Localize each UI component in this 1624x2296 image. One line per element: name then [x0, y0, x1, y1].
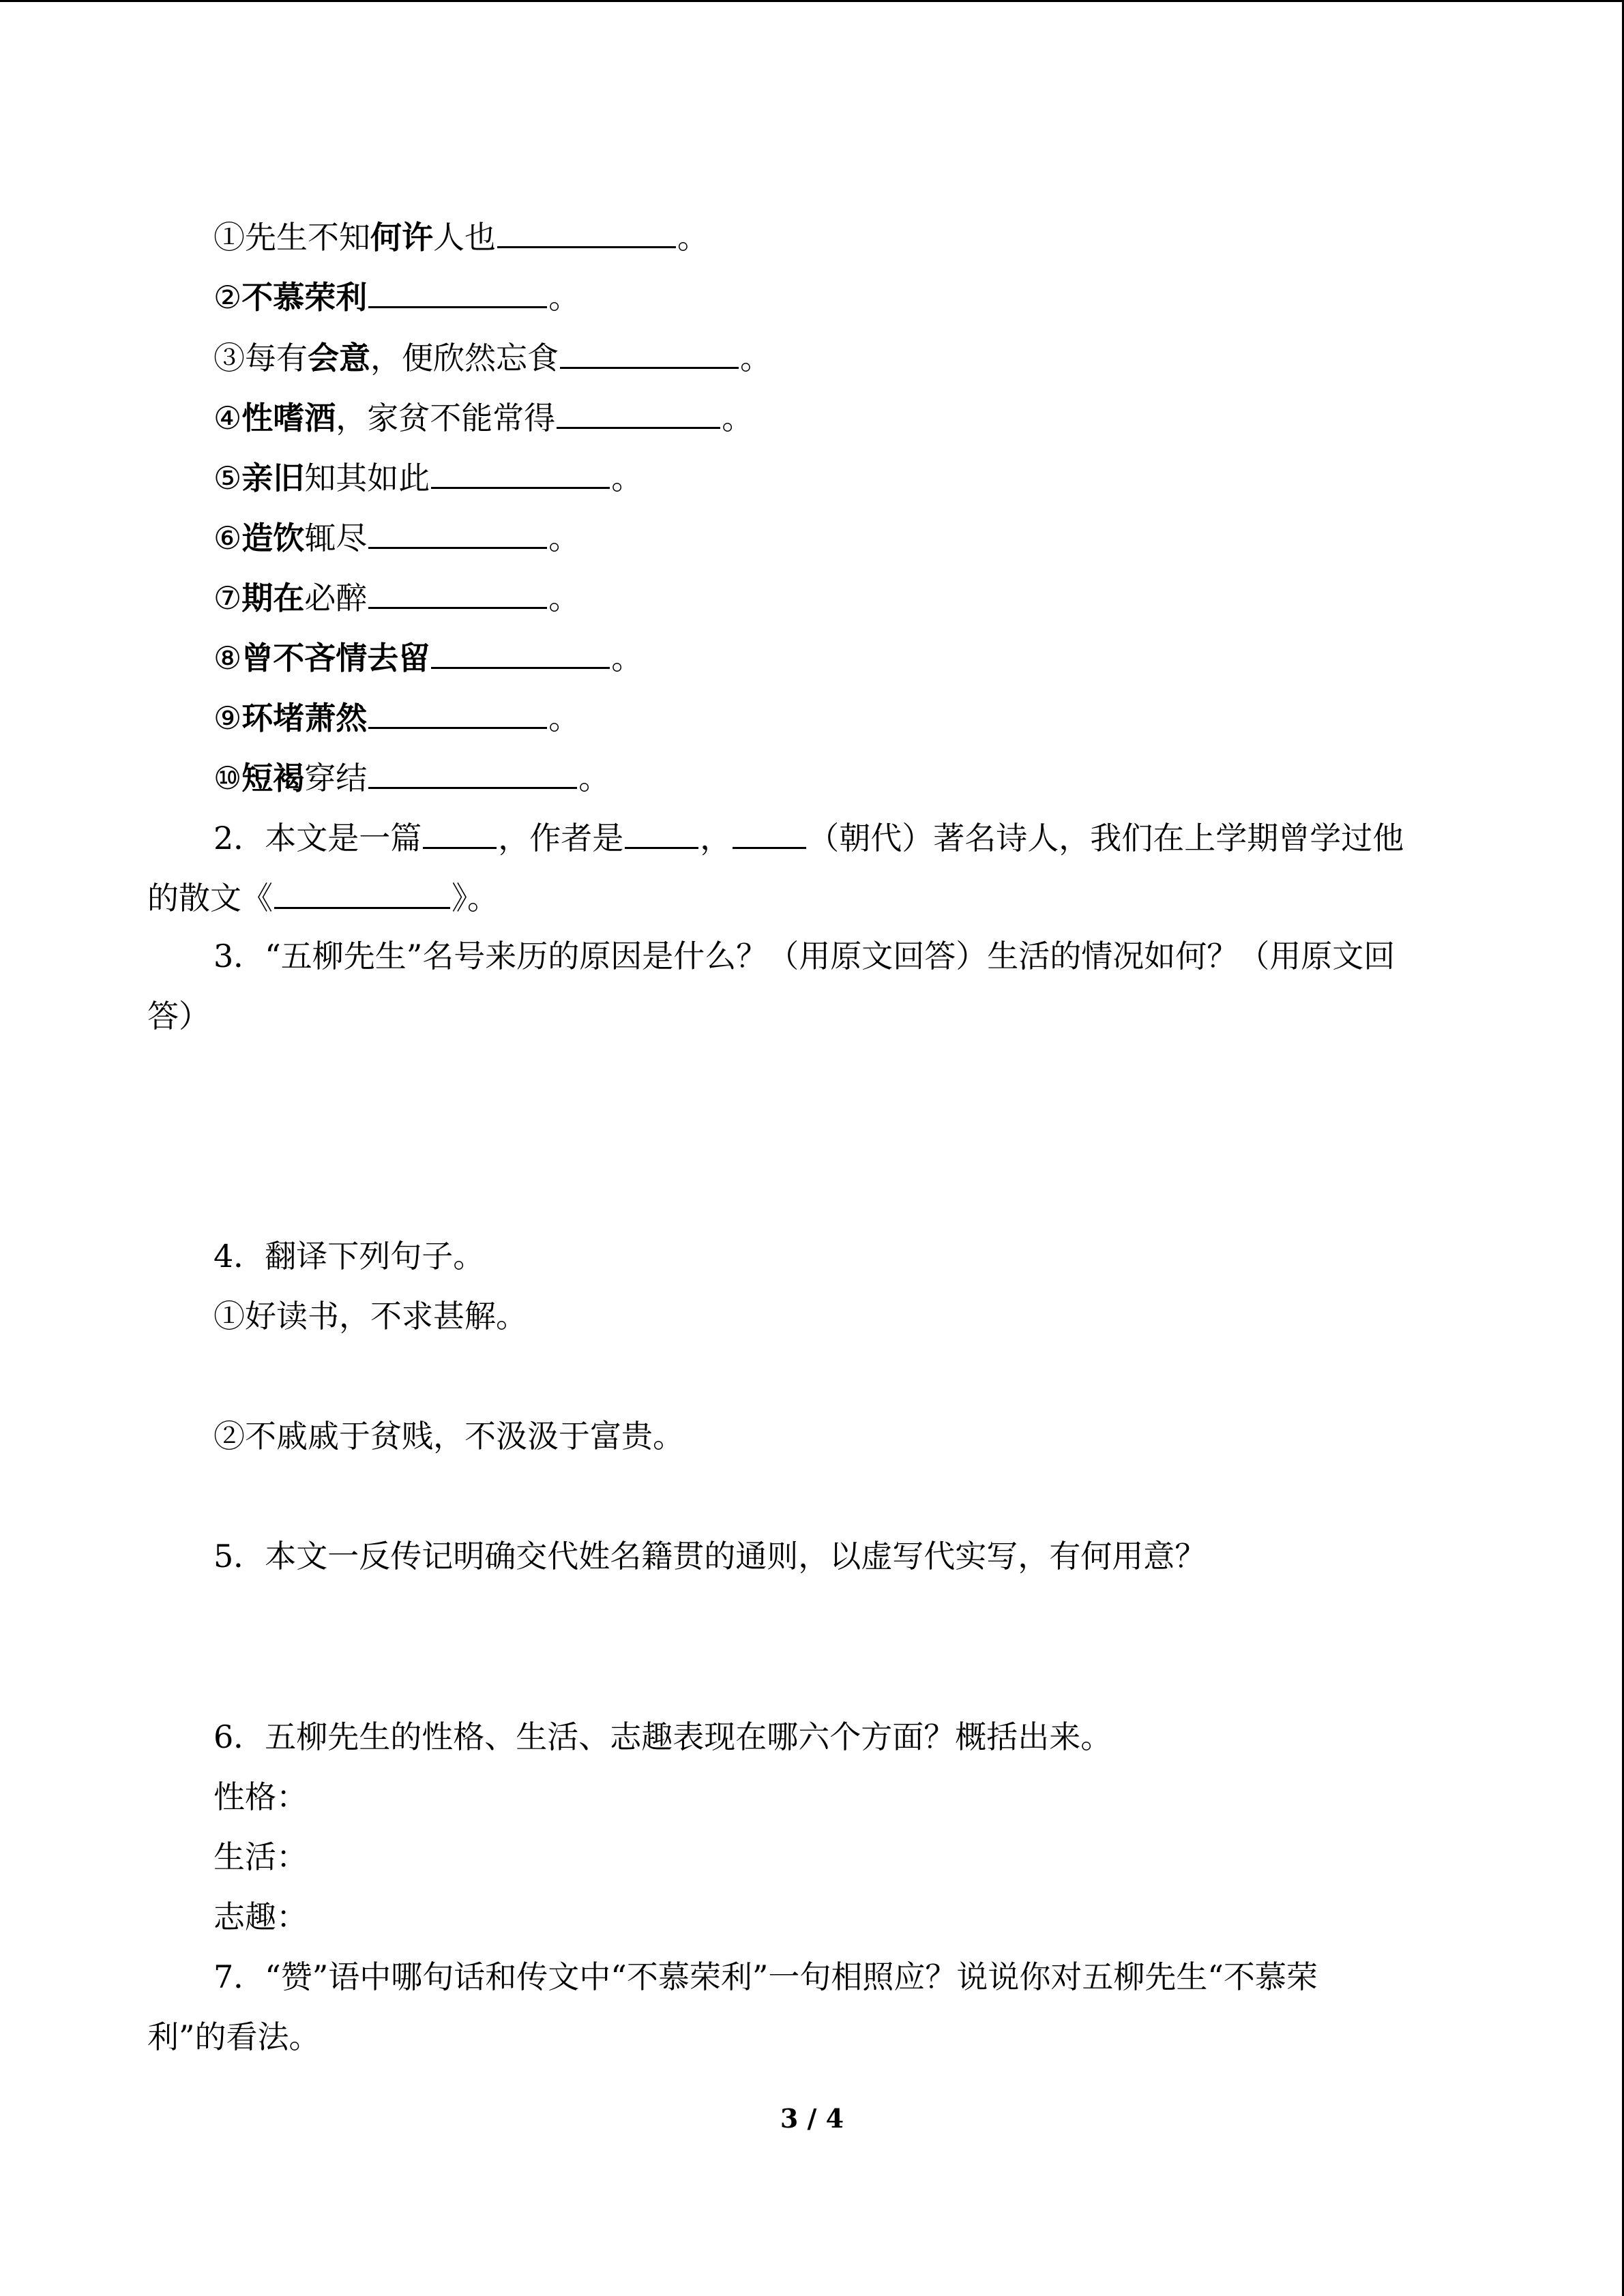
- answer-blank[interactable]: [368, 756, 577, 789]
- q4-title: 4．翻译下列句子。: [213, 1238, 485, 1274]
- answer-blank[interactable]: [431, 636, 610, 669]
- q4-sentence-2: ②不戚戚于贫贱，不汲汲于富贵。: [213, 1418, 684, 1455]
- q6-title: 6．五柳先生的性格、生活、志趣表现在哪六个方面？概括出来。: [213, 1718, 1112, 1755]
- answer-blank[interactable]: [497, 215, 676, 248]
- q3-line-2: 答）: [147, 998, 210, 1034]
- answer-blank[interactable]: [368, 275, 547, 308]
- q7-line-2: 利”的看法。: [147, 2018, 321, 2055]
- q1-item-9: ⑨环堵萧然 。: [213, 696, 580, 739]
- q7-line-1: 7．“赞”语中哪句话和传文中“不慕荣利”一句相照应？说说你对五柳先生“不慕荣: [213, 1958, 1318, 1995]
- q1-item-7: ⑦期在必醉 。: [213, 576, 580, 618]
- page-number: 3 / 4: [780, 2103, 844, 2134]
- dynasty-blank[interactable]: [733, 816, 806, 849]
- q2-line-1: 2．本文是一篇 ，作者是 ， （朝代）著名诗人，我们在上学期曾学过他: [213, 816, 1404, 859]
- q1-item-3: ③每有会意，便欣然忘食 。: [213, 336, 771, 378]
- answer-blank[interactable]: [560, 336, 739, 369]
- q4-sentence-1: ①好读书，不求甚解。: [213, 1298, 527, 1335]
- q6-personality-label: 性格：: [213, 1778, 308, 1815]
- essay-title-blank[interactable]: [274, 876, 450, 909]
- q2-line-2: 的散文《 》。: [147, 876, 499, 919]
- q3-line-1: 3．“五柳先生”名号来历的原因是什么？（用原文回答）生活的情况如何？（用原文回: [213, 938, 1396, 974]
- answer-blank[interactable]: [557, 396, 720, 429]
- q1-item-10: ⑩短褐穿结 。: [213, 756, 610, 799]
- page-border-top: [0, 0, 1624, 2]
- q6-life-label: 生活：: [213, 1838, 308, 1875]
- answer-blank[interactable]: [431, 456, 610, 489]
- author-blank[interactable]: [625, 816, 698, 849]
- genre-blank[interactable]: [423, 816, 497, 849]
- q1-item-2: ②不慕荣利 。: [213, 275, 580, 318]
- q1-item-6: ⑥造饮辄尽 。: [213, 516, 580, 558]
- answer-blank[interactable]: [368, 516, 547, 549]
- q6-interest-label: 志趣：: [213, 1898, 308, 1935]
- q1-item-8: ⑧曾不吝情去留 。: [213, 636, 643, 679]
- answer-blank[interactable]: [368, 576, 547, 609]
- q1-item-5: ⑤亲旧知其如此 。: [213, 456, 643, 498]
- q1-item-1: ①先生不知何许人也 。: [213, 215, 709, 258]
- answer-blank[interactable]: [368, 696, 547, 729]
- q5-text: 5．本文一反传记明确交代姓名籍贯的通则，以虚写代实写，有何用意？: [213, 1538, 1207, 1575]
- q1-item-4: ④性嗜酒，家贫不能常得 。: [213, 396, 753, 438]
